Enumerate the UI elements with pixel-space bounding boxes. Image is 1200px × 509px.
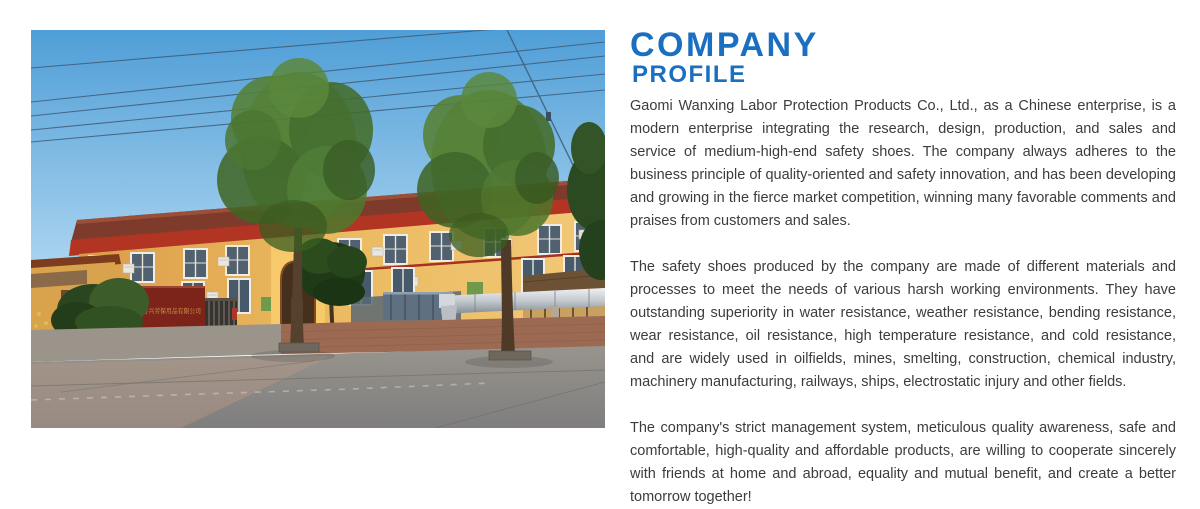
page-subtitle: PROFILE [632,61,747,88]
about-paragraph-3: The company's strict management system, meticulous quality awareness, safe and comfortable, high-quality and affordable products, are willing to cooperate sincerely with friends at home and abroad, equality and mutual benefit, and create a better tomorrow together! [630,420,1176,505]
notice-board [467,282,483,295]
company-building-photo [31,30,605,428]
gate-sign-text: 高密万兴劳保用品有限公司 [131,308,209,315]
about-paragraph-2: The safety shoes produced by the company are made of different materials and processes to meet the needs of various harsh working environments. They have outstanding superiority in water resistance, weather resistance, bending resistance, wear resistance, oil resistance, high temperature resistance, and cold resistance, and are widely used in oilfields, mines, smelting, construction, chemical industry, machinery manufacturing, railways, ships, electrostatic injury and other fields. [630,259,1176,390]
factory-scene-illustration [31,30,605,428]
metal-gate [205,298,237,328]
red-moped [232,308,237,320]
page-title: COMPANY [630,26,819,64]
about-paragraph-1: Gaomi Wanxing Labor Protection Products Co., Ltd., as a Chinese enterprise, is a modern enterprise integrating the research, design, production, and sales and service of medium-high-end safety shoes. The company always adheres to the business principle of quality-oriented and safety innovation, and has been developing and growing in the fierce market competition, winning many favorable comments and praises from customers and sales. [630,98,1176,229]
company-profile-content [630,28,1176,509]
about-paragraphs [630,95,1176,509]
